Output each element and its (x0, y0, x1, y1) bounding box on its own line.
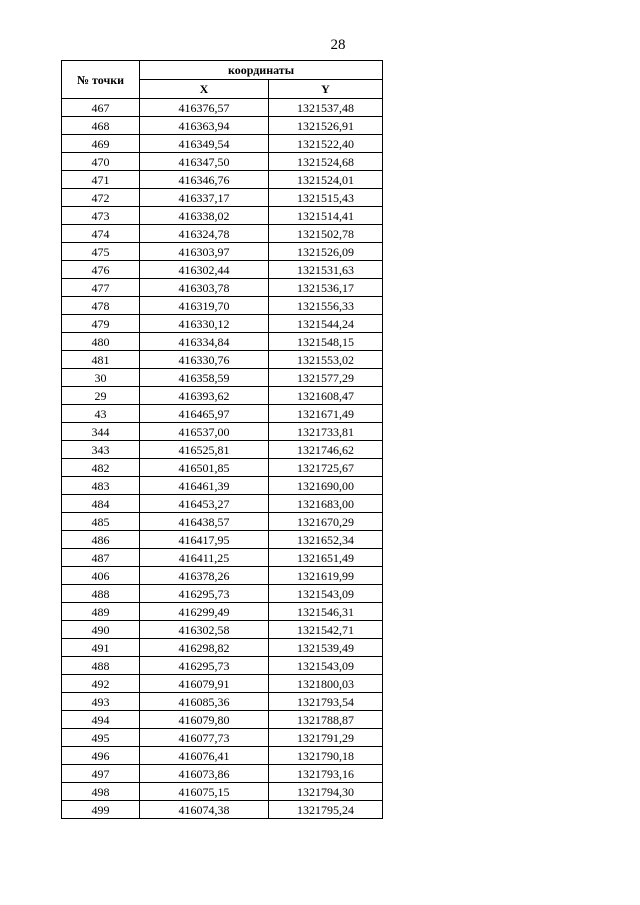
point-number-cell: 474 (62, 225, 140, 243)
y-coordinate-cell: 1321526,91 (269, 117, 383, 135)
point-number-cell: 483 (62, 477, 140, 495)
page-number: 28 (330, 37, 346, 53)
x-coordinate-cell: 416076,41 (140, 747, 269, 765)
point-number-cell: 490 (62, 621, 140, 639)
y-coordinate-cell: 1321725,67 (269, 459, 383, 477)
point-number-cell: 43 (62, 405, 140, 423)
y-coordinate-cell: 1321690,00 (269, 477, 383, 495)
point-number-cell: 479 (62, 315, 140, 333)
point-number-header: № точки (62, 61, 140, 99)
table-row (62, 333, 383, 351)
point-number-cell: 484 (62, 495, 140, 513)
table-row (62, 225, 383, 243)
y-coordinate-cell: 1321651,49 (269, 549, 383, 567)
point-number-cell: 488 (62, 657, 140, 675)
y-coordinate-cell: 1321793,16 (269, 765, 383, 783)
y-coordinate-cell: 1321537,48 (269, 99, 383, 117)
point-number-cell: 344 (62, 423, 140, 441)
x-coordinate-cell: 416358,59 (140, 369, 269, 387)
x-coordinate-cell: 416453,27 (140, 495, 269, 513)
x-coordinate-cell: 416302,44 (140, 261, 269, 279)
table-row (62, 711, 383, 729)
table-row (62, 783, 383, 801)
x-coordinate-cell: 416411,25 (140, 549, 269, 567)
table-header (62, 61, 383, 99)
point-number-cell: 476 (62, 261, 140, 279)
x-coordinate-cell: 416537,00 (140, 423, 269, 441)
table-row (62, 135, 383, 153)
point-number-cell: 493 (62, 693, 140, 711)
table-row (62, 189, 383, 207)
table-row (62, 765, 383, 783)
x-coordinate-cell: 416303,78 (140, 279, 269, 297)
table-row (62, 315, 383, 333)
table-row (62, 747, 383, 765)
x-coordinate-cell: 416324,78 (140, 225, 269, 243)
y-coordinate-cell: 1321546,31 (269, 603, 383, 621)
point-number-cell: 477 (62, 279, 140, 297)
table-row (62, 801, 383, 819)
y-coordinate-cell: 1321514,41 (269, 207, 383, 225)
x-coordinate-cell: 416330,76 (140, 351, 269, 369)
table-row (62, 261, 383, 279)
point-number-cell: 498 (62, 783, 140, 801)
point-number-cell: 29 (62, 387, 140, 405)
y-coordinate-cell: 1321795,24 (269, 801, 383, 819)
x-coordinate-cell: 416077,73 (140, 729, 269, 747)
table-row (62, 603, 383, 621)
table-row (62, 567, 383, 585)
y-coordinate-cell: 1321524,68 (269, 153, 383, 171)
y-coordinate-cell: 1321794,30 (269, 783, 383, 801)
y-coordinate-cell: 1321522,40 (269, 135, 383, 153)
table-body (62, 99, 383, 819)
y-coordinate-cell: 1321746,62 (269, 441, 383, 459)
x-coordinate-cell: 416330,12 (140, 315, 269, 333)
y-coordinate-cell: 1321791,29 (269, 729, 383, 747)
y-coordinate-cell: 1321515,43 (269, 189, 383, 207)
point-number-cell: 491 (62, 639, 140, 657)
x-coordinate-cell: 416349,54 (140, 135, 269, 153)
point-number-cell: 496 (62, 747, 140, 765)
point-number-cell: 478 (62, 297, 140, 315)
x-coordinate-cell: 416461,39 (140, 477, 269, 495)
x-coordinate-cell: 416338,02 (140, 207, 269, 225)
table-row (62, 657, 383, 675)
point-number-cell: 486 (62, 531, 140, 549)
y-coordinate-cell: 1321543,09 (269, 657, 383, 675)
y-coordinate-cell: 1321577,29 (269, 369, 383, 387)
y-coordinate-cell: 1321652,34 (269, 531, 383, 549)
coordinates-table (61, 60, 383, 819)
x-coordinate-cell: 416363,94 (140, 117, 269, 135)
point-number-cell: 30 (62, 369, 140, 387)
x-coordinate-cell: 416085,36 (140, 693, 269, 711)
table-row (62, 207, 383, 225)
x-coordinate-cell: 416295,73 (140, 657, 269, 675)
table-row (62, 243, 383, 261)
table-row (62, 405, 383, 423)
table-row (62, 729, 383, 747)
table-row (62, 639, 383, 657)
table-row (62, 459, 383, 477)
point-number-cell: 494 (62, 711, 140, 729)
x-coordinate-cell: 416525,81 (140, 441, 269, 459)
table-row (62, 531, 383, 549)
x-coordinate-cell: 416376,57 (140, 99, 269, 117)
point-number-cell: 469 (62, 135, 140, 153)
x-coordinate-cell: 416079,91 (140, 675, 269, 693)
table-row (62, 117, 383, 135)
table-row (62, 549, 383, 567)
point-number-cell: 406 (62, 567, 140, 585)
table-row (62, 387, 383, 405)
table-row (62, 171, 383, 189)
x-coordinate-cell: 416295,73 (140, 585, 269, 603)
y-header: Y (269, 80, 383, 99)
x-coordinate-cell: 416501,85 (140, 459, 269, 477)
y-coordinate-cell: 1321790,18 (269, 747, 383, 765)
y-coordinate-cell: 1321553,02 (269, 351, 383, 369)
point-number-cell: 488 (62, 585, 140, 603)
y-coordinate-cell: 1321619,99 (269, 567, 383, 585)
x-coordinate-cell: 416337,17 (140, 189, 269, 207)
table-row (62, 351, 383, 369)
point-number-cell: 497 (62, 765, 140, 783)
point-number-cell: 480 (62, 333, 140, 351)
y-coordinate-cell: 1321502,78 (269, 225, 383, 243)
point-number-cell: 467 (62, 99, 140, 117)
table-row (62, 477, 383, 495)
y-coordinate-cell: 1321526,09 (269, 243, 383, 261)
x-coordinate-cell: 416074,38 (140, 801, 269, 819)
point-number-cell: 489 (62, 603, 140, 621)
point-number-cell: 473 (62, 207, 140, 225)
y-coordinate-cell: 1321556,33 (269, 297, 383, 315)
table-row (62, 513, 383, 531)
y-coordinate-cell: 1321788,87 (269, 711, 383, 729)
header-row-top (62, 61, 383, 80)
point-number-cell: 343 (62, 441, 140, 459)
table-row (62, 585, 383, 603)
y-coordinate-cell: 1321800,03 (269, 675, 383, 693)
y-coordinate-cell: 1321608,47 (269, 387, 383, 405)
table-row (62, 153, 383, 171)
table-row (62, 369, 383, 387)
y-coordinate-cell: 1321670,29 (269, 513, 383, 531)
x-coordinate-cell: 416298,82 (140, 639, 269, 657)
x-coordinate-cell: 416438,57 (140, 513, 269, 531)
y-coordinate-cell: 1321524,01 (269, 171, 383, 189)
x-coordinate-cell: 416302,58 (140, 621, 269, 639)
point-number-cell: 470 (62, 153, 140, 171)
table-row (62, 279, 383, 297)
point-number-cell: 468 (62, 117, 140, 135)
y-coordinate-cell: 1321671,49 (269, 405, 383, 423)
x-coordinate-cell: 416417,95 (140, 531, 269, 549)
table-row (62, 693, 383, 711)
table-row (62, 99, 383, 117)
x-coordinate-cell: 416378,26 (140, 567, 269, 585)
x-coordinate-cell: 416465,97 (140, 405, 269, 423)
point-number-cell: 472 (62, 189, 140, 207)
y-coordinate-cell: 1321733,81 (269, 423, 383, 441)
y-coordinate-cell: 1321548,15 (269, 333, 383, 351)
table-row (62, 441, 383, 459)
x-coordinate-cell: 416073,86 (140, 765, 269, 783)
table-row (62, 675, 383, 693)
point-number-cell: 481 (62, 351, 140, 369)
y-coordinate-cell: 1321542,71 (269, 621, 383, 639)
point-number-cell: 485 (62, 513, 140, 531)
point-number-cell: 492 (62, 675, 140, 693)
x-coordinate-cell: 416319,70 (140, 297, 269, 315)
y-coordinate-cell: 1321543,09 (269, 585, 383, 603)
point-number-cell: 471 (62, 171, 140, 189)
table-row (62, 297, 383, 315)
table-row (62, 423, 383, 441)
x-coordinate-cell: 416393,62 (140, 387, 269, 405)
point-number-cell: 495 (62, 729, 140, 747)
y-coordinate-cell: 1321544,24 (269, 315, 383, 333)
y-coordinate-cell: 1321793,54 (269, 693, 383, 711)
x-coordinate-cell: 416334,84 (140, 333, 269, 351)
x-coordinate-cell: 416347,50 (140, 153, 269, 171)
y-coordinate-cell: 1321536,17 (269, 279, 383, 297)
y-coordinate-cell: 1321539,49 (269, 639, 383, 657)
x-header: X (140, 80, 269, 99)
x-coordinate-cell: 416075,15 (140, 783, 269, 801)
coordinates-header: координаты (140, 61, 383, 80)
y-coordinate-cell: 1321531,63 (269, 261, 383, 279)
x-coordinate-cell: 416299,49 (140, 603, 269, 621)
table-row (62, 495, 383, 513)
point-number-cell: 499 (62, 801, 140, 819)
point-number-cell: 475 (62, 243, 140, 261)
x-coordinate-cell: 416079,80 (140, 711, 269, 729)
table-row (62, 621, 383, 639)
point-number-cell: 482 (62, 459, 140, 477)
x-coordinate-cell: 416346,76 (140, 171, 269, 189)
x-coordinate-cell: 416303,97 (140, 243, 269, 261)
y-coordinate-cell: 1321683,00 (269, 495, 383, 513)
point-number-cell: 487 (62, 549, 140, 567)
